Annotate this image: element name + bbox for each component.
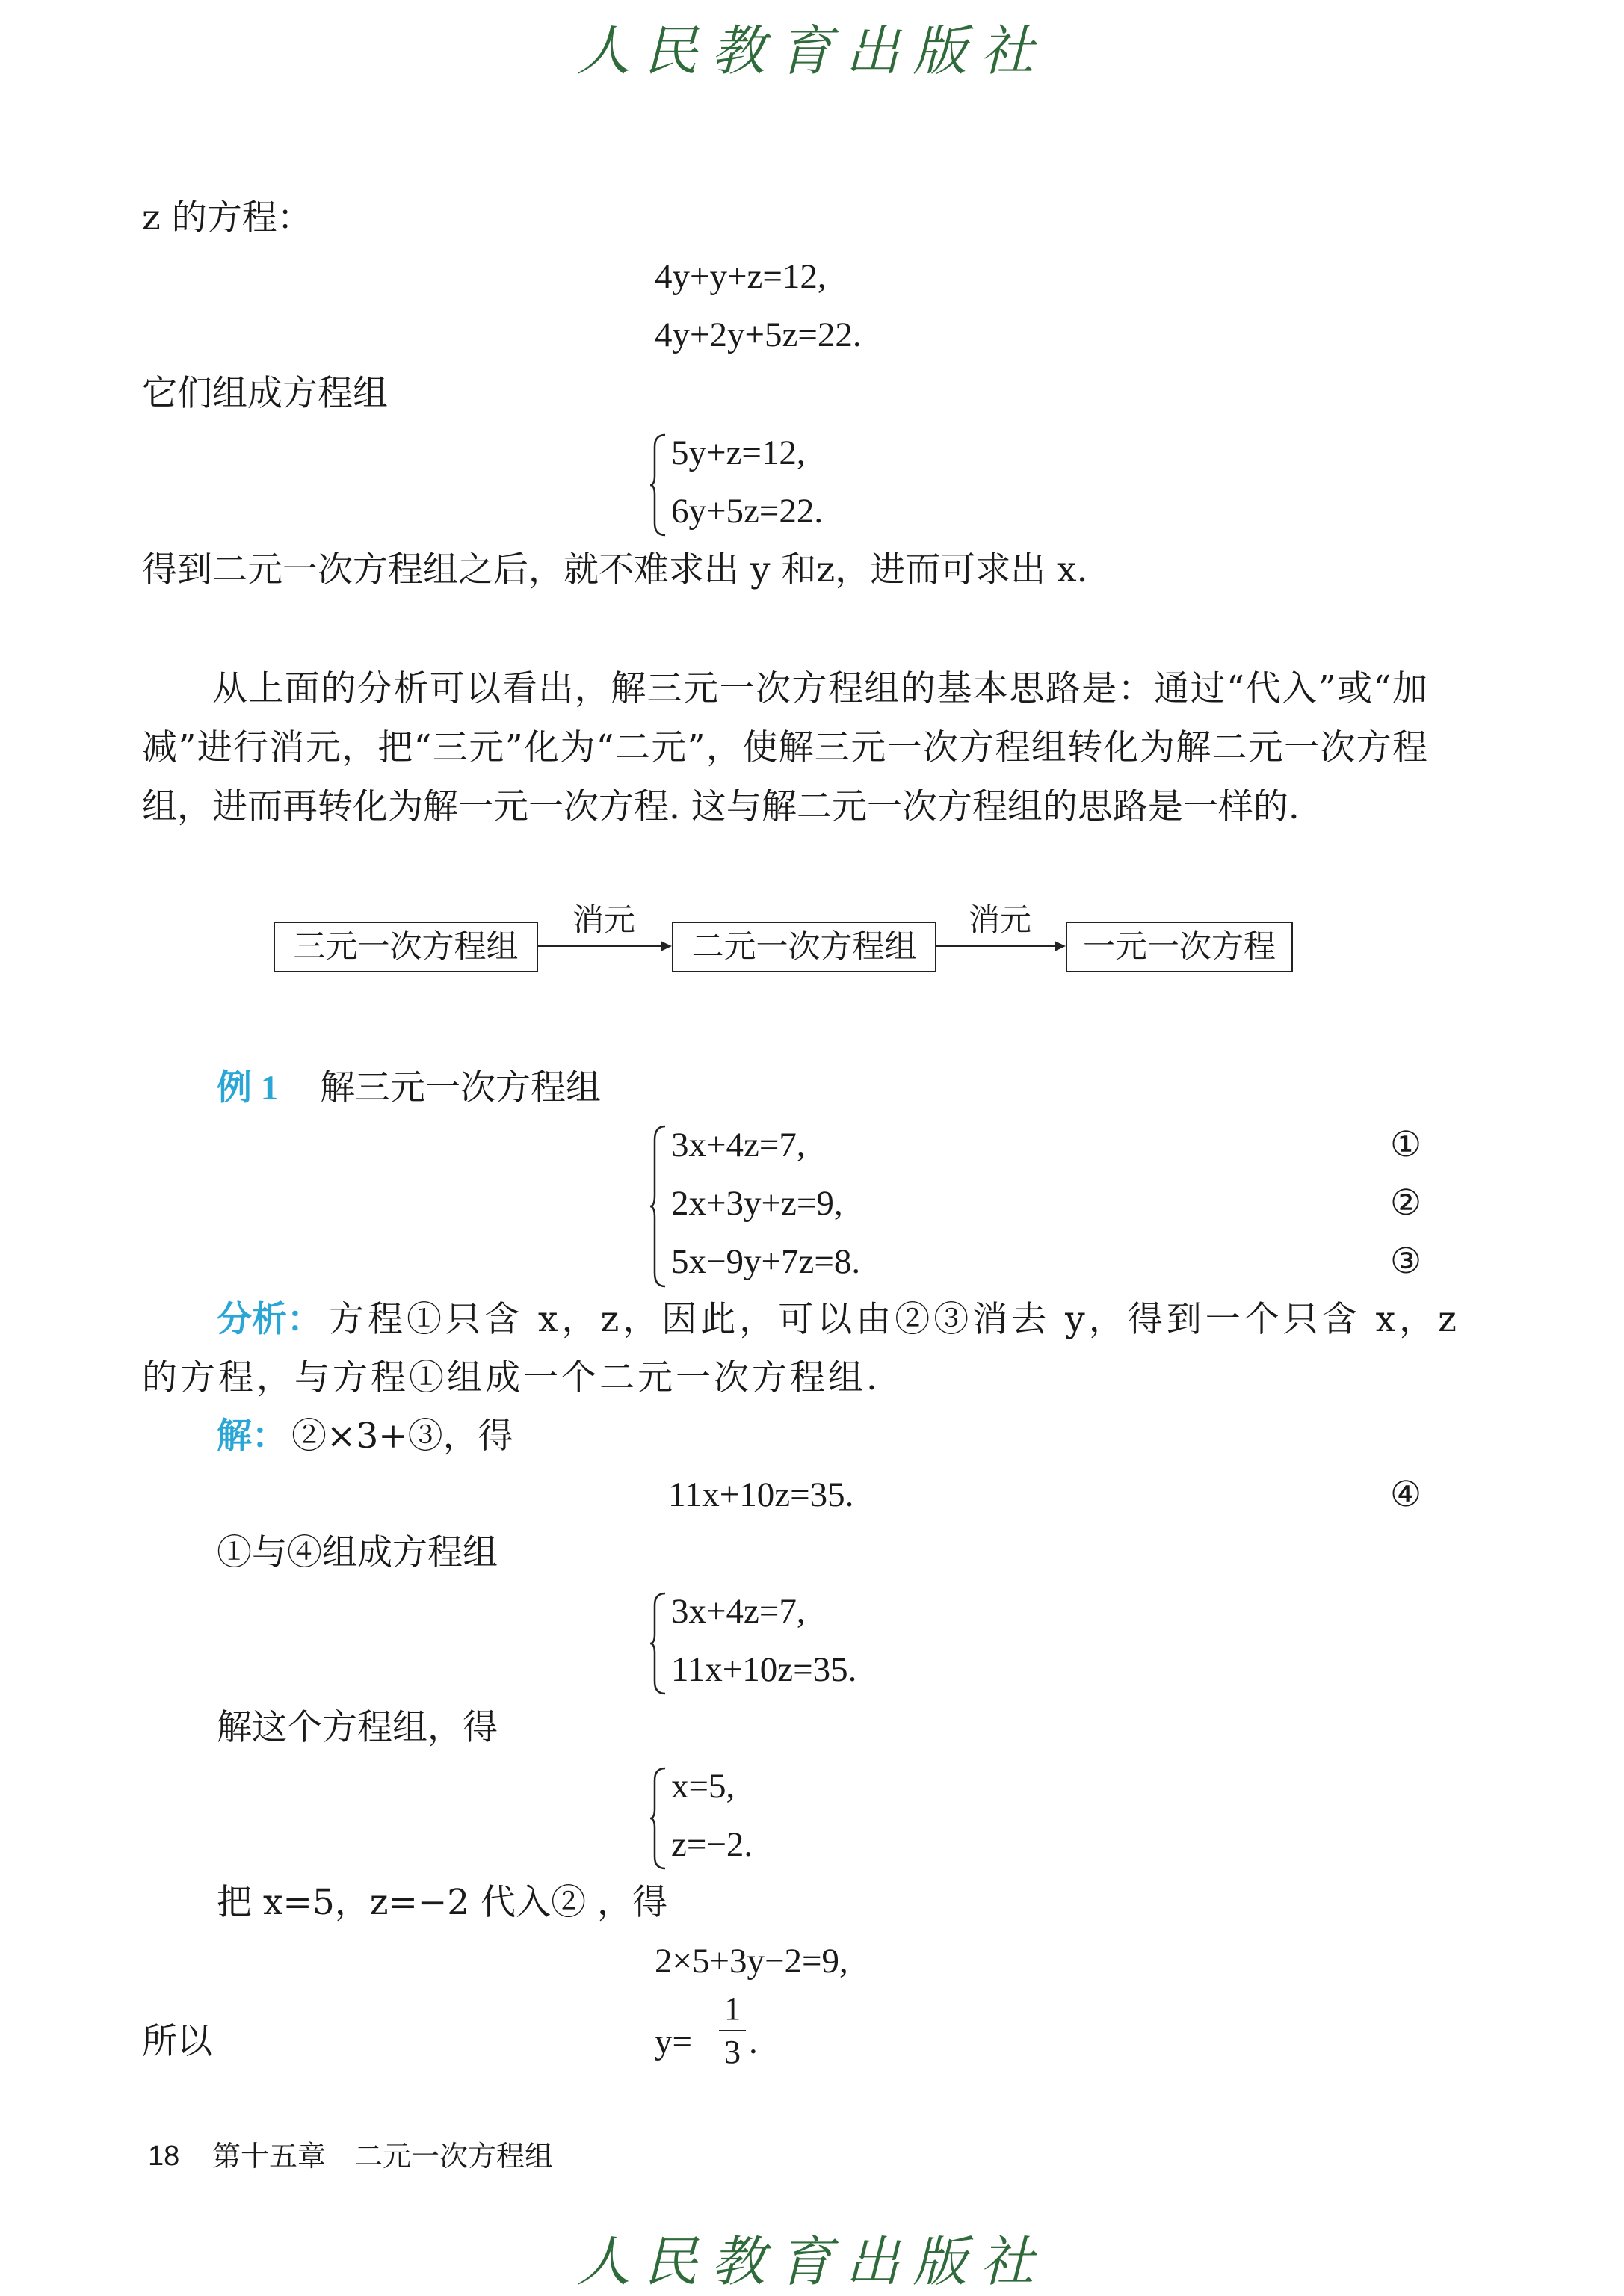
brace-system-1 bbox=[649, 432, 668, 538]
equation-tag-1: ① bbox=[1390, 1124, 1422, 1165]
flow-box-one-variable: 一元一次方程 bbox=[1066, 922, 1293, 972]
equation-4: 11x+10z=35. bbox=[668, 1475, 854, 1514]
so-label: 所以 bbox=[142, 2021, 212, 2062]
solution-line-1: ②×3+③，得 bbox=[291, 1416, 513, 1457]
equation-5: 2×5+3y−2=9, bbox=[655, 1942, 848, 1981]
system-1-eq-1: 5y+z=12, bbox=[671, 433, 806, 472]
substitute-line: 把 x=5，z=−2 代入② ，得 bbox=[217, 1882, 668, 1923]
publisher-logo-bottom: 人民教育出版社 bbox=[576, 2230, 1048, 2293]
page-number: 18 bbox=[148, 2141, 180, 2172]
brace-system-2 bbox=[649, 1590, 668, 1697]
system-1-eq-2: 6y+5z=22. bbox=[671, 492, 824, 531]
analysis-line-2: 的方程，与方程①组成一个二元一次方程组. bbox=[142, 1357, 880, 1398]
intro-line-2: 它们组成方程组 bbox=[142, 373, 388, 414]
system-2-eq-1: 3x+4z=7, bbox=[671, 1592, 806, 1631]
flow-arrow-label-2: 消元 bbox=[968, 901, 1031, 938]
publisher-logo-top: 人民教育出版社 bbox=[576, 19, 1048, 82]
chapter-title: 第十五章 二元一次方程组 bbox=[212, 2140, 554, 2173]
intro-eq-1: 4y+y+z=12, bbox=[655, 257, 827, 296]
system-3-eq-1: x=5, bbox=[671, 1767, 735, 1806]
flow-arrow-label-1: 消元 bbox=[572, 901, 635, 938]
equation-tag-2: ② bbox=[1390, 1182, 1422, 1223]
equation-tag-4: ④ bbox=[1390, 1474, 1422, 1515]
analysis-label: 分析： bbox=[217, 1299, 322, 1340]
flow-box-three-variable: 三元一次方程组 bbox=[274, 922, 538, 972]
equation-tag-3: ③ bbox=[1390, 1241, 1422, 1282]
y-result-prefix: y= bbox=[655, 2022, 693, 2061]
example-eq-2: 2x+3y+z=9, bbox=[671, 1184, 843, 1223]
fraction-numerator: 1 bbox=[724, 1990, 741, 2027]
solution-label: 解： bbox=[217, 1416, 287, 1457]
brace-system-3 bbox=[649, 1765, 668, 1871]
summary-paragraph: 从上面的分析可以看出，解三元一次方程组的基本思路是：通过“代入”或“加减”进行消元，把“三元”化为“二元”，使解三元一次方程组转化为解二元一次方程组，进而再转化为解一元一次方程. 这与解二元一次方程组的思路是一样的. bbox=[142, 668, 1427, 827]
example-title: 解三元一次方程组 bbox=[320, 1067, 601, 1108]
y-result-suffix: . bbox=[749, 2022, 758, 2061]
flow-arrow-1 bbox=[537, 939, 673, 954]
intro-line-1: z 的方程： bbox=[142, 197, 312, 238]
example-eq-3: 5x−9y+7z=8. bbox=[671, 1242, 861, 1281]
example-label: 例 1 bbox=[217, 1069, 279, 1108]
solve-line: 解这个方程组，得 bbox=[217, 1707, 498, 1748]
intro-line-3: 得到二元一次方程组之后，就不难求出 y 和z，进而可求出 x. bbox=[142, 549, 1088, 590]
fraction-bar bbox=[719, 2030, 746, 2031]
intro-eq-2: 4y+2y+5z=22. bbox=[655, 315, 862, 354]
brace-example-system bbox=[649, 1123, 668, 1289]
flow-box-two-variable: 二元一次方程组 bbox=[672, 922, 936, 972]
combine-line: ①与④组成方程组 bbox=[217, 1532, 498, 1573]
fraction-denominator: 3 bbox=[724, 2034, 741, 2070]
system-2-eq-2: 11x+10z=35. bbox=[671, 1650, 857, 1689]
analysis-line-1: 方程①只含 x，z，因此，可以由②③消去 y，得到一个只含 x，z bbox=[329, 1299, 1460, 1340]
example-eq-1: 3x+4z=7, bbox=[671, 1126, 806, 1164]
flow-arrow-2 bbox=[935, 939, 1066, 954]
system-3-eq-2: z=−2. bbox=[671, 1825, 753, 1864]
